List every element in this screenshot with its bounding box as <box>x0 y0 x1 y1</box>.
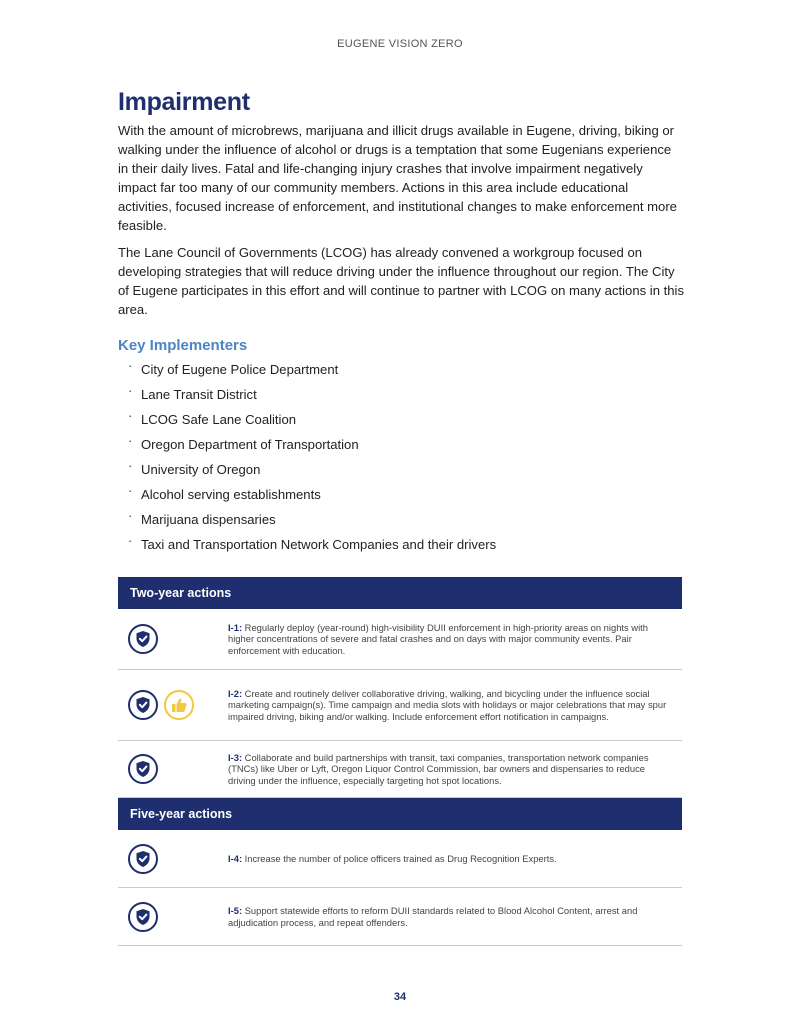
row-icons <box>118 844 228 874</box>
main-content <box>118 88 684 560</box>
row-icons <box>118 690 228 720</box>
list-item-text: Alcohol serving establishments <box>141 487 321 502</box>
list-item <box>128 385 684 410</box>
action-text: Support statewide efforts to reform DUII standards related to Blood Alcohol Content, arrest and adjudication process, and repeat offenders. <box>228 904 638 928</box>
list-item-text: Marijuana dispensaries <box>141 512 276 527</box>
bullet-icon: · <box>128 383 133 398</box>
five-year-band: Five-year actions <box>118 798 682 830</box>
intro-paragraph: With the amount of microbrews, marijuana and illicit drugs available in Eugene, driving, biking or walking under the influence of alcohol or drugs is a temptation that some Eugenians experience in their daily lives. Fatal and life-changing injury crashes that involve impairment negatively impact far too many of our community members. Actions in this area include educational activities, focused increase of enforcement, and institutional changes to make enforcement more feasible. <box>118 123 677 233</box>
actions-table <box>118 577 682 946</box>
list-item-text: City of Eugene Police Department <box>141 362 339 377</box>
row-icons <box>118 754 228 784</box>
page-number: 34 <box>393 991 407 1003</box>
table-row <box>118 609 682 670</box>
lcog-paragraph: The Lane Council of Governments (LCOG) has already convened a workgroup focused on developing strategies that will reduce driving under the influence throughout our region. The City of Eugene participates in this effort and will continue to partner with LCOG on many actions in this area. <box>118 245 685 317</box>
list-item <box>128 435 684 460</box>
bullet-icon: · <box>128 508 133 523</box>
two-year-band: Two-year actions <box>118 577 682 609</box>
bullet-icon: · <box>128 458 133 473</box>
action-code: I-1: <box>228 621 243 633</box>
action-code: I-3: <box>228 751 243 763</box>
bullet-icon: · <box>128 358 133 373</box>
row-icons <box>118 624 228 654</box>
list-item-text: Oregon Department of Transportation <box>141 437 359 452</box>
bullet-icon: · <box>128 408 133 423</box>
thumbs-up-icon <box>164 690 194 720</box>
action-code: I-5: <box>228 904 243 916</box>
list-item <box>128 360 684 385</box>
running-header: EUGENE VISION ZERO <box>337 38 463 50</box>
table-row <box>118 741 682 798</box>
list-item-text: Lane Transit District <box>141 387 257 402</box>
action-description <box>228 622 682 657</box>
enforcement-badge-icon <box>128 844 158 874</box>
enforcement-badge-icon <box>128 690 158 720</box>
list-item-text: Taxi and Transportation Network Companies and their drivers <box>141 537 497 552</box>
action-description <box>228 752 682 787</box>
bullet-icon: · <box>128 533 133 548</box>
list-item-text: LCOG Safe Lane Coalition <box>141 412 297 427</box>
list-item-text: University of Oregon <box>141 462 261 477</box>
action-description <box>228 853 682 865</box>
section-title: Impairment <box>118 88 250 116</box>
action-text: Increase the number of police officers trained as Drug Recognition Experts. <box>242 852 557 864</box>
table-row <box>118 888 682 946</box>
action-description <box>228 688 682 723</box>
implementers-heading: Key Implementers <box>118 337 248 354</box>
enforcement-badge-icon <box>128 624 158 654</box>
implementers-list <box>118 360 684 560</box>
list-item <box>128 535 684 560</box>
action-text: Regularly deploy (year-round) high-visibility DUII enforcement in high-priority areas on nights with higher concentrations of severe and fatal crashes and on days with major community events. Pair enforcement with education. <box>228 621 648 656</box>
enforcement-badge-icon <box>128 754 158 784</box>
bullet-icon: · <box>128 483 133 498</box>
enforcement-badge-icon <box>128 902 158 932</box>
action-text: Create and routinely deliver collaborative driving, walking, and bicycling under the influence social marketing campaign(s). Time campaign and media slots with holidays or major celebrations that may spur impaired driving, biking and/or walking. Include enforcement effort notification in campaigns. <box>228 687 667 722</box>
table-row <box>118 670 682 741</box>
list-item <box>128 460 684 485</box>
list-item <box>128 485 684 510</box>
action-description <box>228 905 682 928</box>
list-item <box>128 510 684 535</box>
list-item <box>128 410 684 435</box>
action-code: I-4: <box>228 852 243 864</box>
action-code: I-2: <box>228 687 243 699</box>
action-text: Collaborate and build partnerships with transit, taxi companies, transportation network companies (TNCs) like Uber or Lyft, Oregon Liquor Control Commission, bar owners and dispensaries to reduce driving under the influence, especially targeting hot spot locations. <box>228 751 649 786</box>
row-icons <box>118 902 228 932</box>
bullet-icon: · <box>128 433 133 448</box>
table-row <box>118 830 682 888</box>
